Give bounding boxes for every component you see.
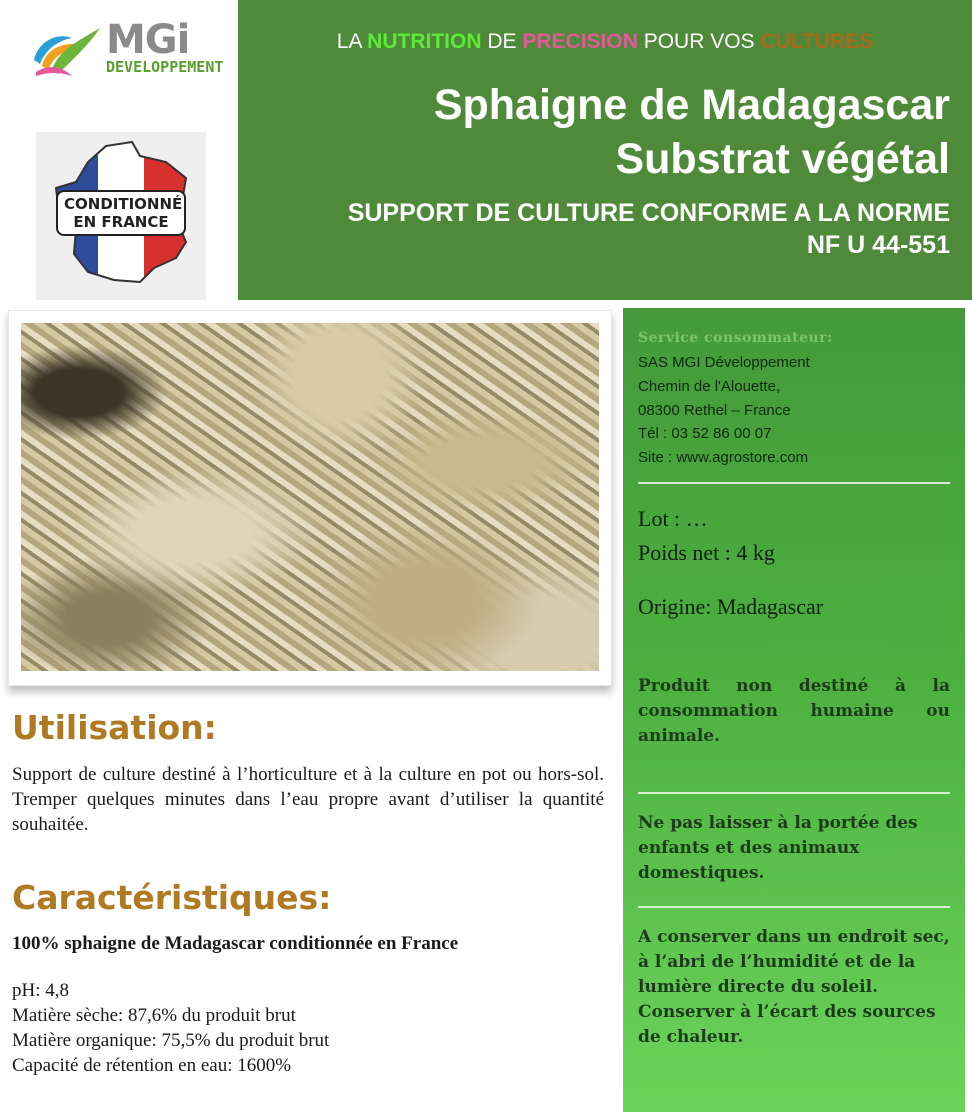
leaf-logo-icon [28, 20, 104, 80]
product-subtitle: Substrat végétal [615, 135, 950, 183]
made-in-france-badge [36, 132, 206, 300]
product-photo-frame [8, 310, 612, 686]
service-city: 08300 Rethel – France [638, 402, 791, 419]
tagline-precision: PRECISION [522, 30, 638, 53]
divider [638, 482, 950, 484]
characteristics-list [12, 978, 329, 1078]
logo-subtitle: DEVELOPPEMENT [106, 58, 224, 76]
utilisation-text: Support de culture destiné à l’horticulture et à la culture en pot ou hors-sol. Tremper quelques minutes dans l’eau propre avant d’utiliser la quantité souhaitée. [12, 764, 604, 835]
service-title: Service consommateur: [638, 330, 833, 346]
tagline-nutrition: NUTRITION [367, 30, 482, 53]
net-weight: Poids net : 4 kg [638, 540, 775, 565]
badge-label: CONDITIONNÉ EN FRANCE [56, 190, 186, 236]
divider [638, 906, 950, 908]
caracteristiques-heading: Caractéristiques: [12, 878, 332, 917]
service-website: Site : www.agrostore.com [638, 449, 809, 466]
service-company: SAS MGI Développement [638, 354, 810, 371]
divider [638, 792, 950, 794]
origin: Origine: Madagascar [638, 594, 824, 619]
product-header [238, 0, 972, 300]
product-title: Sphaigne de Madagascar [433, 81, 950, 129]
sphagnum-moss-photo [21, 323, 599, 671]
warning-children: Ne pas laisser à la portée des enfants et des animaux domestiques. [638, 813, 918, 883]
lot-number: Lot : … [638, 506, 708, 531]
norm-statement: SUPPORT DE CULTURE CONFORME A LA NORME [347, 199, 950, 227]
warning-consumption: Produit non destiné à la consommation humaine ou animale. [638, 676, 950, 746]
utilisation-heading: Utilisation: [12, 708, 217, 747]
characteristic-ph: pH: 4,8 [12, 980, 69, 1001]
service-street: Chemin de l'Alouette, [638, 378, 781, 395]
info-panel [623, 308, 965, 1112]
logo-wordmark: MGi [106, 17, 190, 63]
tagline-word: LA [336, 30, 368, 53]
composition-statement: 100% sphaigne de Madagascar conditionnée en France [12, 933, 459, 954]
tagline-word: DE [481, 30, 523, 53]
tagline-word: POUR VOS [637, 30, 761, 53]
service-phone: Tél : 03 52 86 00 07 [638, 425, 772, 442]
characteristic-dry-matter: Matière sèche: 87,6% du produit brut [12, 1005, 296, 1026]
tagline-cultures: CULTURES [760, 30, 874, 53]
norm-reference: NF U 44-551 [806, 231, 950, 259]
characteristic-organic-matter: Matière organique: 75,5% du produit brut [12, 1030, 330, 1051]
tagline [238, 30, 972, 54]
brand-logo [28, 18, 238, 82]
characteristic-water-retention: Capacité de rétention en eau: 1600% [12, 1055, 292, 1076]
storage-instructions: A conserver dans un endroit sec, à l’abri de l’humidité et de la lumière directe du soleil. Conserver à l’écart des sources de chaleur. [638, 927, 950, 1047]
